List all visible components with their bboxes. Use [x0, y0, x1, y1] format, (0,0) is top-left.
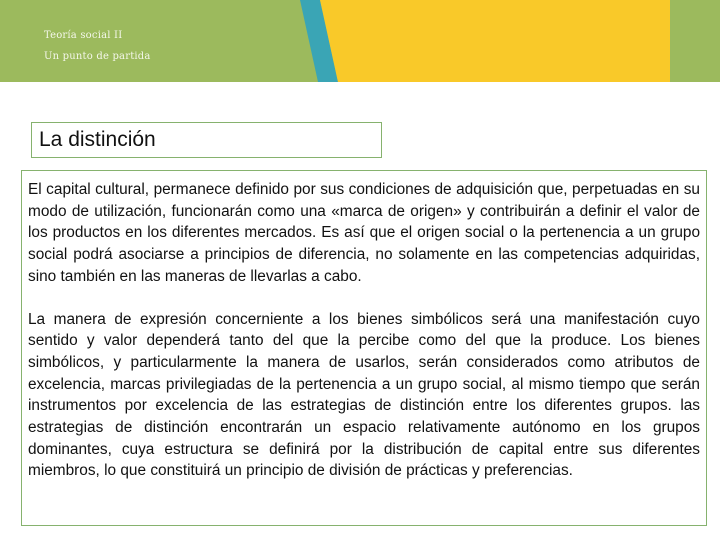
- content-paragraph: La manera de expresión concerniente a los bienes simbólicos será una manifestación cuyo sentido y valor dependerá tanto del que la percibe como del que la produce. Los bienes simbólicos, y particularmente la manera de usarlos, serán considerados como atributos de excelencia, marcas privilegiadas de la pertenencia a un grupo social, al mismo tiempo que serán instrumentos por excelencia de las estrategias de distinción entre los diferentes grupos. las estrategias de distinción encontrarán un espacio relativamente autónomo en los grupos dominantes, cuya estructura se definirá por la distribución de capital entre sus diferentes miembros, lo que constituirá un principio de división de prácticas y preferencias.: [28, 310, 700, 480]
- slide-title: La distinción: [31, 122, 382, 158]
- header-yellow-band: [320, 0, 670, 82]
- content-box: [21, 170, 707, 526]
- content-paragraph: El capital cultural, permanece definido por sus condiciones de adquisición que, perpetuadas en su modo de utilización, funcionarán como una «marca de origen» y contribuirán a definir el valor de los productos en los diferentes mercados. Es así que el origen social o la pertenencia a un grupo social podrá asociarse a principios de diferencia, no solamente en las competencias adquiridas, sino también en las maneras de llevarlas a cabo.: [28, 181, 700, 285]
- header-decoration: [0, 0, 720, 82]
- header-title: Teoría social II: [44, 30, 123, 41]
- header-banner: [0, 0, 720, 82]
- header-subtitle: Un punto de partida: [44, 51, 151, 62]
